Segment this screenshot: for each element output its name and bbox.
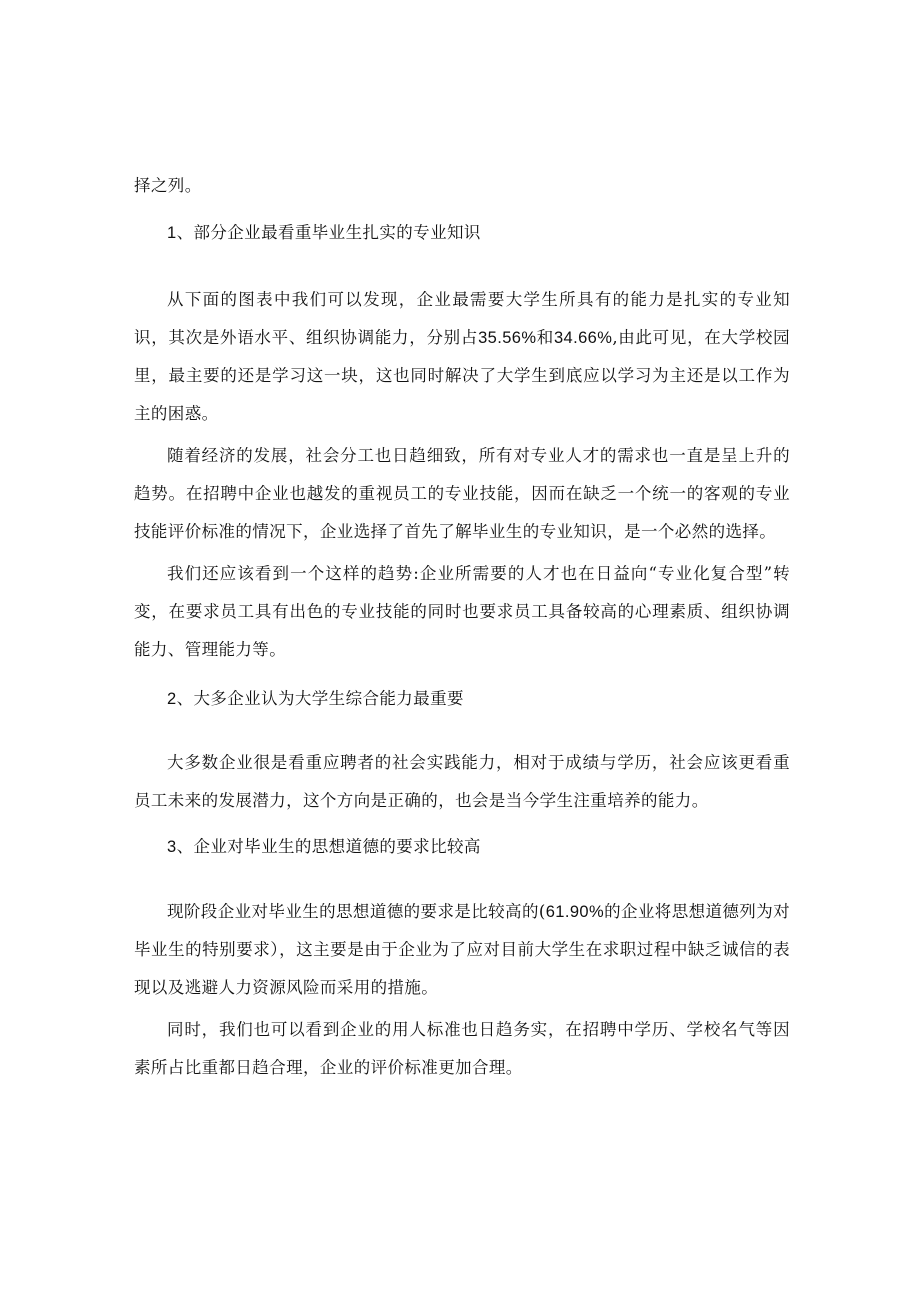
section-3-separator: 、 — [176, 837, 194, 856]
percentage-coordination: 34.66% — [553, 329, 613, 347]
paragraph-1-text-a: 从下面的图表中我们可以发现，企业最需要大学生所具有的能力是扎实的专业知识，其次是外语水平、组织协调能力，分别占 — [134, 290, 790, 347]
paragraph-6: 同时，我们也可以看到企业的用人标准也日趋务实，在招聘中学历、学校名气等因素所占比重都日趋合理，企业的评价标准更加合理。 — [134, 1020, 790, 1077]
section-heading-1 — [167, 214, 481, 252]
section-3-number: 3 — [167, 838, 177, 856]
paragraph-5-text-b: 的企业将思想道德列为对毕业生的特别要求），这主要是由于企业为了应对目前大学生在求职过程中缺乏诚信的表现以及逃避人力资源风险而采用的措施。 — [134, 902, 791, 997]
paragraph-5-text-a: 现阶段企业对毕业生的思想道德的要求是比较高的( — [167, 902, 546, 921]
section-1-separator: 、 — [176, 223, 194, 242]
paragraph-2: 随着经济的发展，社会分工也日趋细致，所有对专业人才的需求也一直是呈上升的趋势。在招聘中企业也越发的重视员工的专业技能，因而在缺乏一个统一的客观的专业技能评价标准的情况下，企业选择了首先了解毕业生的专业知识，是一个必然的选择。 — [134, 446, 790, 541]
percentage-morality: 61.90% — [545, 903, 605, 921]
paragraph-1 — [134, 281, 790, 433]
paragraph-4: 大多数企业很是看重应聘者的社会实践能力，相对于成绩与学历，社会应该更看重员工未来的发展潜力，这个方向是正确的，也会是当今学生注重培养的能力。 — [134, 753, 790, 810]
paragraph-1-text-b: 和 — [536, 328, 554, 347]
section-2-title: 大多企业认为大学生综合能力最重要 — [193, 689, 464, 708]
section-2-number: 2 — [167, 690, 177, 708]
percentage-foreign-language: 35.56% — [478, 329, 537, 347]
continuation-line: 择之列。 — [134, 176, 202, 195]
section-3-title: 企业对毕业生的思想道德的要求比较高 — [193, 837, 481, 856]
paragraph-3: 我们还应该看到一个这样的趋势:企业所需要的人才也在日益向“专业化复合型”转变，在要求员工具有出色的专业技能的同时也要求员工具备较高的心理素质、组织协调能力、管理能力等。 — [134, 564, 790, 659]
paragraph-1-text-c: ,由此可见，在大学校园里，最主要的还是学习这一块，这也同时解决了大学生到底应以学习为主还是以工作为主的困惑。 — [134, 328, 791, 423]
section-1-number: 1 — [167, 224, 177, 242]
section-heading-3 — [167, 828, 481, 866]
paragraph-5 — [134, 893, 790, 1007]
section-2-separator: 、 — [176, 689, 194, 708]
section-1-title: 部分企业最看重毕业生扎实的专业知识 — [193, 223, 481, 242]
section-heading-2 — [167, 680, 464, 718]
